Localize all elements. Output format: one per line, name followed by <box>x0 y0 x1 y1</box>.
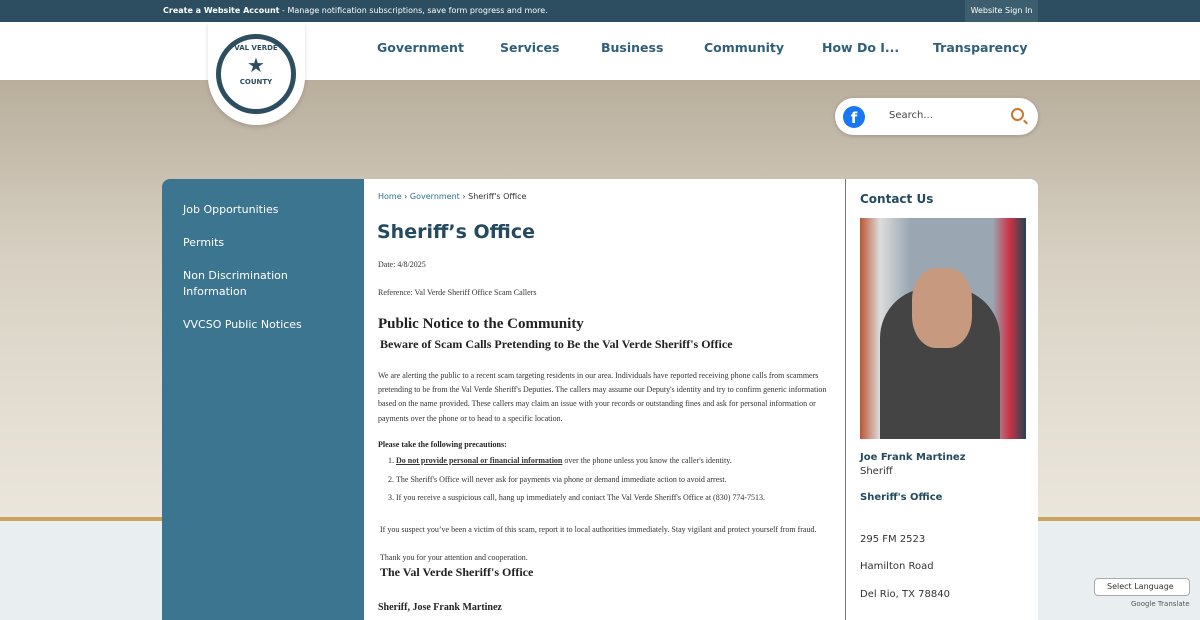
sidebar-item-jobs[interactable]: Job Opportunities <box>183 203 279 216</box>
search-icon[interactable] <box>1011 108 1024 121</box>
sidebar-item-public-notices[interactable]: VVCSO Public Notices <box>183 318 302 331</box>
sidebar-item-non-discrimination[interactable]: Non Discrimination Information <box>183 269 288 298</box>
signature-name: Sheriff, Jose Frank Martinez <box>378 602 502 613</box>
list-item: 1. Do not provide personal or financial information over the phone unless you know the caller's identity. <box>396 456 765 475</box>
contact-role: Sheriff <box>860 466 893 477</box>
contact-name: Joe Frank Martinez <box>860 452 966 463</box>
sign-in-button[interactable]: Website Sign In <box>965 0 1038 22</box>
nav-government[interactable]: Government <box>377 40 464 55</box>
contact-address-2: Hamilton Road <box>860 561 934 572</box>
sidebar-item-permits[interactable]: Permits <box>183 236 225 249</box>
sidebar <box>162 179 364 620</box>
list-item: 3. If you receive a suspicious call, hang up immediately and contact The Val Verde Sheriff's Office at (830) 774-7513. <box>396 493 765 512</box>
sheriff-photo <box>860 218 1026 439</box>
nav-services[interactable]: Services <box>500 40 560 55</box>
breadcrumb: Home › Government › Sheriff's Office <box>378 192 527 201</box>
search-input[interactable]: Search... <box>889 110 933 121</box>
top-bar <box>0 0 1200 22</box>
nav-community[interactable]: Community <box>704 40 785 55</box>
county-seal: VAL VERDE ★ COUNTY <box>216 34 296 114</box>
breadcrumb-government[interactable]: Government <box>409 192 460 201</box>
notice-paragraph: We are alerting the public to a recent scam targeting residents in our area. Individuals have reported receiving phone calls from scammers pretending to be from the Val Verde Sheriff's Deputies. The callers may assume our Deputy's identity and try to confirm generic information based on the name provided. These callers may claim an issue with your records or outstanding fines and ask for personal information or payments over the phone or to head to a specific location. <box>378 371 827 423</box>
contact-title: Contact Us <box>860 192 934 206</box>
breadcrumb-home[interactable]: Home <box>378 192 402 201</box>
notice-reference: Reference: Val Verde Sheriff Office Scam Callers <box>378 288 537 297</box>
list-item: 2. The Sheriff's Office will never ask for payments via phone or demand immediate action to avoid arrest. <box>396 475 765 494</box>
notice-heading: Public Notice to the Community <box>378 316 584 332</box>
signature-office: The Val Verde Sheriff's Office <box>380 565 534 579</box>
thanks-text: Thank you for your attention and cooperation. <box>380 553 528 562</box>
language-select[interactable]: Select Language <box>1094 578 1190 596</box>
create-account-link[interactable]: Create a Website Account <box>163 6 280 15</box>
breadcrumb-current: Sheriff's Office <box>468 192 527 201</box>
account-message: - Manage notification subscriptions, save form progress and more. <box>279 6 548 15</box>
contact-address-1: 295 FM 2523 <box>860 534 926 545</box>
notice-date: Date: 4/8/2025 <box>378 260 426 269</box>
page-title: Sheriff’s Office <box>377 221 536 243</box>
notice-subheading: Beware of Scam Calls Pretending to Be the Val Verde Sheriff's Office <box>380 337 733 351</box>
nav-transparency[interactable]: Transparency <box>933 40 1028 55</box>
facebook-icon[interactable]: f <box>843 106 865 128</box>
google-translate-label: Google Translate <box>1131 600 1190 608</box>
contact-panel <box>846 179 1038 620</box>
nav-how-do-i[interactable]: How Do I... <box>822 40 900 55</box>
header <box>0 22 1200 80</box>
precautions-list <box>396 456 765 512</box>
main-content <box>364 179 846 620</box>
nav-business[interactable]: Business <box>601 40 664 55</box>
contact-address-3: Del Rio, TX 78840 <box>860 589 950 600</box>
search-bar <box>835 98 1038 135</box>
precautions-label: Please take the following precautions: <box>378 440 507 449</box>
victim-paragraph: If you suspect you’ve been a victim of this scam, report it to local authorities immediately. Stay vigilant and protect yourself from fraud. <box>380 525 817 534</box>
contact-office: Sheriff's Office <box>860 492 943 503</box>
county-logo[interactable] <box>208 22 305 125</box>
